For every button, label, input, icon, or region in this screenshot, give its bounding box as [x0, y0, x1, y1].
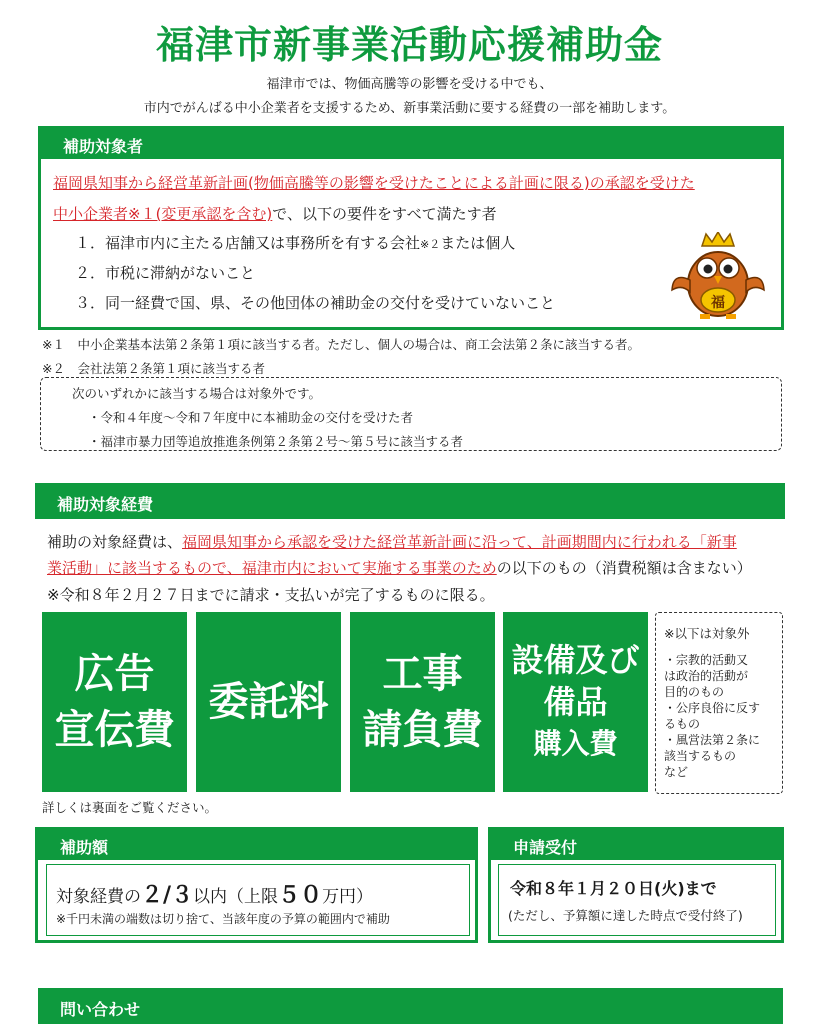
excluded-item: 該当するもの — [664, 749, 737, 763]
category-advertising-line-1: 広告 — [74, 651, 155, 697]
requirement-1-note: ※２ — [420, 238, 441, 251]
note-2: ※２ 会社法第２条第１項に該当する者 — [42, 361, 265, 376]
expenses-paragraph-3: ※令和８年２月２７日までに請求・支払いが完了するものに限る。 — [47, 586, 495, 604]
category-equipment-line-1: 設備及び — [511, 641, 640, 679]
excluded-list — [664, 652, 760, 780]
eligible-line-2 — [53, 203, 497, 224]
excluded-title: ※以下は対象外 — [664, 626, 750, 641]
category-outsourcing — [196, 612, 341, 792]
requirement-1 — [75, 232, 515, 253]
category-equipment-line-2: 備品 — [543, 683, 608, 721]
category-construction — [350, 612, 495, 792]
category-outsourcing-line-1: 委託料 — [208, 679, 329, 725]
expenses-p2-red: 業活動」に該当するもので、福津市内において実施する事業のため — [47, 559, 497, 577]
note-1: ※１ 中小企業基本法第２条第１項に該当する者。ただし、個人の場合は、商工会法第２条に該当する者。 — [42, 337, 640, 352]
application-deadline: 令和８年１月２０日(火)まで — [510, 879, 717, 898]
category-equipment — [503, 612, 648, 792]
excluded-item: は政治的活動が — [664, 669, 749, 683]
application-inner — [498, 864, 776, 936]
requirement-3: ３．同一経費で国、県、その他団体の補助金の交付を受けていないこと — [75, 294, 556, 312]
eligible-line-2-rest: で、以下の要件をすべて満たす者 — [272, 205, 497, 223]
intro-line-2: 市内でがんばる中小企業者を支援するため、新事業活動に要する経費の一部を補助します。 — [143, 101, 676, 116]
amount-main-a: 対象経費の — [56, 887, 141, 907]
exclusions-line-3: ・福津市暴力団等追放推進条例第２条第２号～第５号に該当する者 — [88, 434, 464, 449]
category-advertising-line-2: 宣伝費 — [54, 707, 175, 753]
amount-main — [56, 878, 373, 909]
excluded-item: るもの — [664, 717, 701, 731]
expenses-p1-red: 福岡県知事から承認を受けた経営革新計画に沿って、計画期間内に行われる「新事 — [182, 533, 737, 551]
category-construction-line-1: 工事 — [382, 651, 463, 697]
eligible-red-line-1: 福岡県知事から経営革新計画(物価高騰等の影響を受けたことによる計画に限る)の承認を受けた — [53, 174, 695, 192]
eligible-header: 補助対象者 — [41, 129, 781, 159]
excluded-item: ・宗教的活動又 — [664, 653, 749, 667]
amount-main-c: 以内（上限 — [193, 887, 279, 907]
eligible-red-line-2: 中小企業者※１(変更承認を含む) — [53, 205, 273, 223]
category-construction-line-2: 請負費 — [362, 707, 483, 753]
application-header: 申請受付 — [491, 830, 781, 860]
page-title: 福津市新事業活動応援補助金 — [155, 23, 663, 67]
category-equipment-line-3: 購入費 — [533, 727, 618, 760]
exclusions-line-1: 次のいずれかに該当する場合は対象外です。 — [72, 386, 322, 401]
intro-line-1: 福津市では、物価高騰等の影響を受ける中でも、 — [266, 77, 553, 92]
application-note: (ただし、予算額に達した時点で受付終了) — [508, 908, 743, 923]
amount-note: ※千円未満の端数は切り捨て、当該年度の予算の範囲内で補助 — [56, 912, 390, 926]
contact-header: 問い合わせ — [38, 988, 783, 1024]
details-note: 詳しくは裏面をご覧ください。 — [42, 800, 218, 815]
expenses-header: 補助対象経費 — [35, 483, 785, 519]
category-advertising — [42, 612, 187, 792]
amount-cap: ５０ — [278, 883, 323, 908]
requirement-1-text: １．福津市内に主たる店舗又は事務所を有する会社 — [75, 234, 421, 252]
expenses-paragraph-2 — [47, 557, 752, 578]
expenses-p1-lead: 補助の対象経費は、 — [47, 533, 183, 551]
exclusions-line-2: ・令和４年度～令和７年度中に本補助金の交付を受けた者 — [88, 410, 414, 425]
excluded-item: 目的のもの — [664, 685, 725, 699]
amount-header: 補助額 — [38, 830, 475, 860]
amount-main-e: 万円） — [322, 887, 374, 907]
amount-fraction: ２/３ — [141, 883, 194, 908]
excluded-item: ・風営法第２条に — [664, 733, 761, 747]
requirement-1-tail: または個人 — [440, 234, 516, 252]
expenses-p2-rest: の以下のもの（消費税額は含まない） — [496, 559, 752, 577]
expenses-paragraph-1 — [47, 531, 737, 552]
mascot-badge: 福 — [711, 295, 725, 311]
excluded-item: ・公序良俗に反す — [664, 701, 761, 715]
excluded-item: など — [664, 765, 689, 779]
requirement-2: ２．市税に滞納がないこと — [75, 264, 256, 282]
